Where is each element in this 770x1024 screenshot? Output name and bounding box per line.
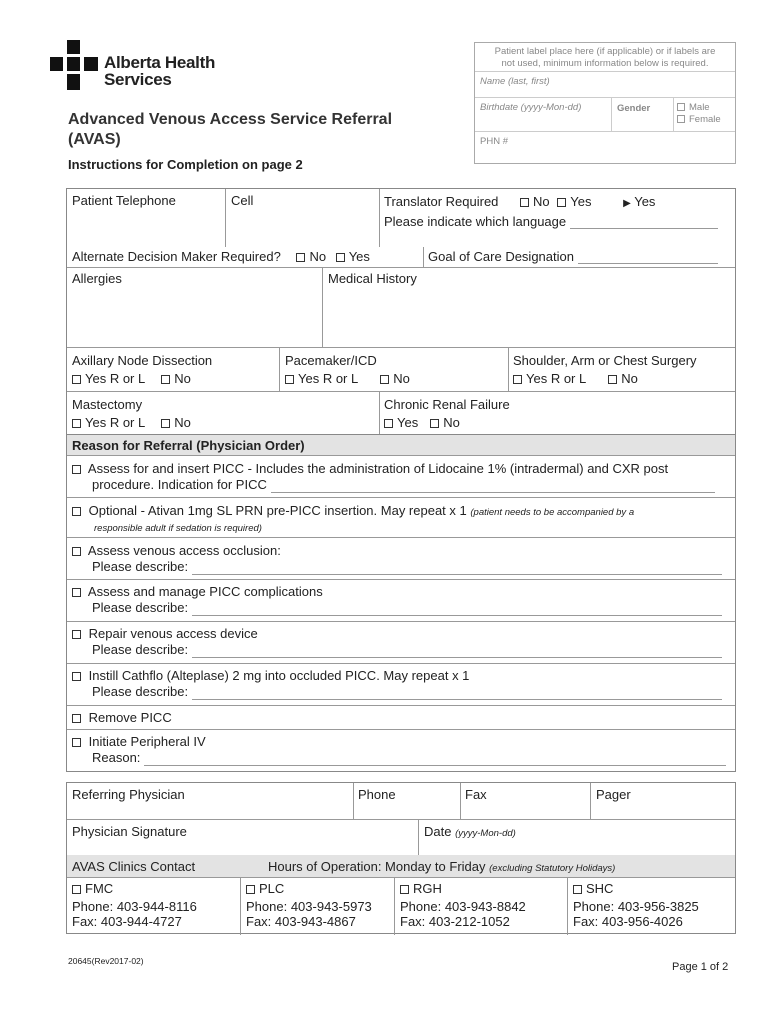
renal-no-checkbox[interactable] (430, 419, 439, 428)
renal-no: No (443, 415, 460, 430)
referral-heading: Reason for Referral (Physician Order) (72, 438, 305, 453)
cathflo-describe-field[interactable] (192, 687, 722, 700)
goal-care-field[interactable] (578, 251, 718, 264)
shc-checkbox[interactable] (573, 885, 582, 894)
cell-label: Cell (231, 193, 254, 208)
patient-label-box[interactable] (474, 42, 736, 164)
language-field[interactable] (570, 216, 718, 229)
translator-label: Translator Required (384, 194, 499, 209)
form-code: 20645(Rev2017-02) (68, 956, 144, 966)
renal-yes-checkbox[interactable] (384, 419, 393, 428)
remove-picc-checkbox[interactable] (72, 714, 81, 723)
phone-label: Phone (358, 787, 396, 802)
pacemaker-label: Pacemaker/ICD (285, 353, 377, 368)
hours-note: (excluding Statutory Holidays) (489, 863, 616, 874)
repair-describe-field[interactable] (192, 645, 722, 658)
ahs-logo (50, 40, 98, 90)
ativan-note1: (patient needs to be accompanied by a (470, 507, 635, 518)
picc-line2: procedure. Indication for PICC (92, 477, 267, 492)
fmc-phone: Phone: 403-944-8116 (72, 899, 197, 914)
shoulder-yes-checkbox[interactable] (513, 375, 522, 384)
shoulder-no: No (621, 371, 638, 386)
label-name: Name (last, first) (480, 76, 550, 87)
axillary-no: No (174, 371, 191, 386)
alt-decision-label: Alternate Decision Maker Required? (72, 249, 281, 264)
shc-name: SHC (586, 881, 614, 896)
rgh-fax: Fax: 403-212-1052 (400, 914, 510, 929)
female-checkbox[interactable] (677, 115, 685, 123)
peripheral-reason-field[interactable] (144, 753, 726, 766)
shoulder-no-checkbox[interactable] (608, 375, 617, 384)
repair-label: Repair venous access device (88, 626, 258, 641)
occlusion-label: Assess venous access occlusion: (87, 543, 281, 558)
repair-checkbox[interactable] (72, 630, 81, 639)
translator-yes-arrow: Yes (634, 194, 656, 209)
brand-line2: Services (104, 70, 172, 89)
fmc-fax: Fax: 403-944-4727 (72, 914, 182, 929)
pacemaker-yes: Yes R or L (298, 371, 359, 386)
brand-line1: Alberta Health (104, 53, 216, 72)
mastectomy-yes: Yes R or L (85, 415, 146, 430)
complications-describe-field[interactable] (192, 603, 722, 616)
plc-checkbox[interactable] (246, 885, 255, 894)
patient-info-section (66, 188, 736, 436)
referring-physician-label: Referring Physician (72, 787, 185, 802)
fmc-name: FMC (85, 881, 114, 896)
peripheral-checkbox[interactable] (72, 738, 81, 747)
mastectomy-no: No (174, 415, 191, 430)
ahs-logo-icon (50, 40, 98, 90)
shoulder-yes: Yes R or L (526, 371, 587, 386)
rgh-name: RGH (413, 881, 442, 896)
axillary-no-checkbox[interactable] (161, 375, 170, 384)
alt-decision-yes: Yes (348, 249, 370, 264)
ativan-checkbox[interactable] (72, 507, 81, 516)
renal-yes: Yes (397, 415, 419, 430)
complications-label: Assess and manage PICC complications (87, 584, 323, 599)
occlusion-describe-label: Please describe: (92, 559, 189, 574)
label-phn: PHN # (480, 136, 508, 147)
rgh-checkbox[interactable] (400, 885, 409, 894)
fax-label: Fax (465, 787, 487, 802)
translator-yes: Yes (570, 194, 592, 209)
male-checkbox[interactable] (677, 103, 685, 111)
translator-no-checkbox[interactable] (520, 198, 529, 207)
cathflo-checkbox[interactable] (72, 672, 81, 681)
translator-no: No (533, 194, 550, 209)
date-label: Date (424, 824, 452, 839)
occlusion-checkbox[interactable] (72, 547, 81, 556)
ativan-label: Optional - Ativan 1mg SL PRN pre-PICC insertion. May repeat x 1 (88, 503, 467, 518)
goal-care-label: Goal of Care Designation (428, 249, 574, 264)
label-note-2: not used, minimum information below is required. (501, 58, 709, 69)
label-female: Female (689, 114, 721, 125)
translator-yes-checkbox[interactable] (557, 198, 566, 207)
plc-phone: Phone: 403-943-5973 (246, 899, 372, 914)
repair-describe-label: Please describe: (92, 642, 189, 657)
language-label: Please indicate which language (384, 214, 567, 229)
arrow-right-icon: ▶ (623, 198, 631, 209)
cathflo-label: Instill Cathflo (Alteplase) 2 mg into occluded PICC. May repeat x 1 (88, 668, 470, 683)
shc-phone: Phone: 403-956-3825 (573, 899, 699, 914)
page-title: Advanced Venous Access Service Referral (68, 111, 393, 128)
patient-telephone-label: Patient Telephone (72, 193, 176, 208)
page-title-sub: (AVAS) (68, 131, 121, 148)
mastectomy-yes-checkbox[interactable] (72, 419, 81, 428)
fmc-checkbox[interactable] (72, 885, 81, 894)
label-note-1: Patient label place here (if applicable) or if labels are (494, 46, 716, 57)
referral-section (66, 434, 736, 772)
label-male: Male (689, 102, 710, 113)
pacemaker-no: No (393, 371, 410, 386)
mastectomy-label: Mastectomy (72, 397, 143, 412)
physician-section (66, 782, 736, 934)
cathflo-describe-label: Please describe: (92, 684, 189, 699)
picc-checkbox[interactable] (72, 465, 81, 474)
label-gender: Gender (617, 103, 651, 114)
label-birthdate: Birthdate (yyyy-Mon-dd) (480, 102, 582, 113)
peripheral-label: Initiate Peripheral IV (88, 734, 206, 749)
axillary-yes-checkbox[interactable] (72, 375, 81, 384)
peripheral-reason-label: Reason: (92, 750, 141, 765)
signature-label: Physician Signature (72, 824, 187, 839)
pacemaker-no-checkbox[interactable] (380, 375, 389, 384)
shc-fax: Fax: 403-956-4026 (573, 914, 683, 929)
picc-line1: Assess for and insert PICC - Includes the administration of Lidocaine 1% (intradermal) and CXR post (87, 461, 669, 476)
picc-indication-field[interactable] (271, 480, 715, 493)
mastectomy-no-checkbox[interactable] (161, 419, 170, 428)
plc-name: PLC (259, 881, 285, 896)
instructions-text: Instructions for Completion on page 2 (68, 157, 303, 172)
pager-label: Pager (596, 787, 631, 802)
plc-fax: Fax: 403-943-4867 (246, 914, 356, 929)
shoulder-label: Shoulder, Arm or Chest Surgery (513, 353, 697, 368)
date-format: (yyyy-Mon-dd) (455, 828, 516, 839)
alt-decision-no: No (309, 249, 327, 264)
alt-decision-no-checkbox[interactable] (296, 253, 305, 262)
allergies-label: Allergies (72, 271, 122, 286)
occlusion-describe-field[interactable] (192, 562, 722, 575)
renal-label: Chronic Renal Failure (384, 397, 510, 412)
axillary-yes: Yes R or L (85, 371, 146, 386)
alt-decision-yes-checkbox[interactable] (336, 253, 345, 262)
axillary-label: Axillary Node Dissection (72, 353, 213, 368)
ativan-note2: responsible adult if sedation is required) (94, 523, 262, 534)
remove-picc-label: Remove PICC (88, 710, 172, 725)
hours-label: Hours of Operation: Monday to Friday (268, 859, 486, 874)
complications-describe-label: Please describe: (92, 600, 189, 615)
clinics-contact-label: AVAS Clinics Contact (72, 859, 196, 874)
pacemaker-yes-checkbox[interactable] (285, 375, 294, 384)
medical-history-label: Medical History (328, 271, 417, 286)
complications-checkbox[interactable] (72, 588, 81, 597)
rgh-phone: Phone: 403-943-8842 (400, 899, 526, 914)
page-number: Page 1 of 2 (672, 961, 729, 973)
